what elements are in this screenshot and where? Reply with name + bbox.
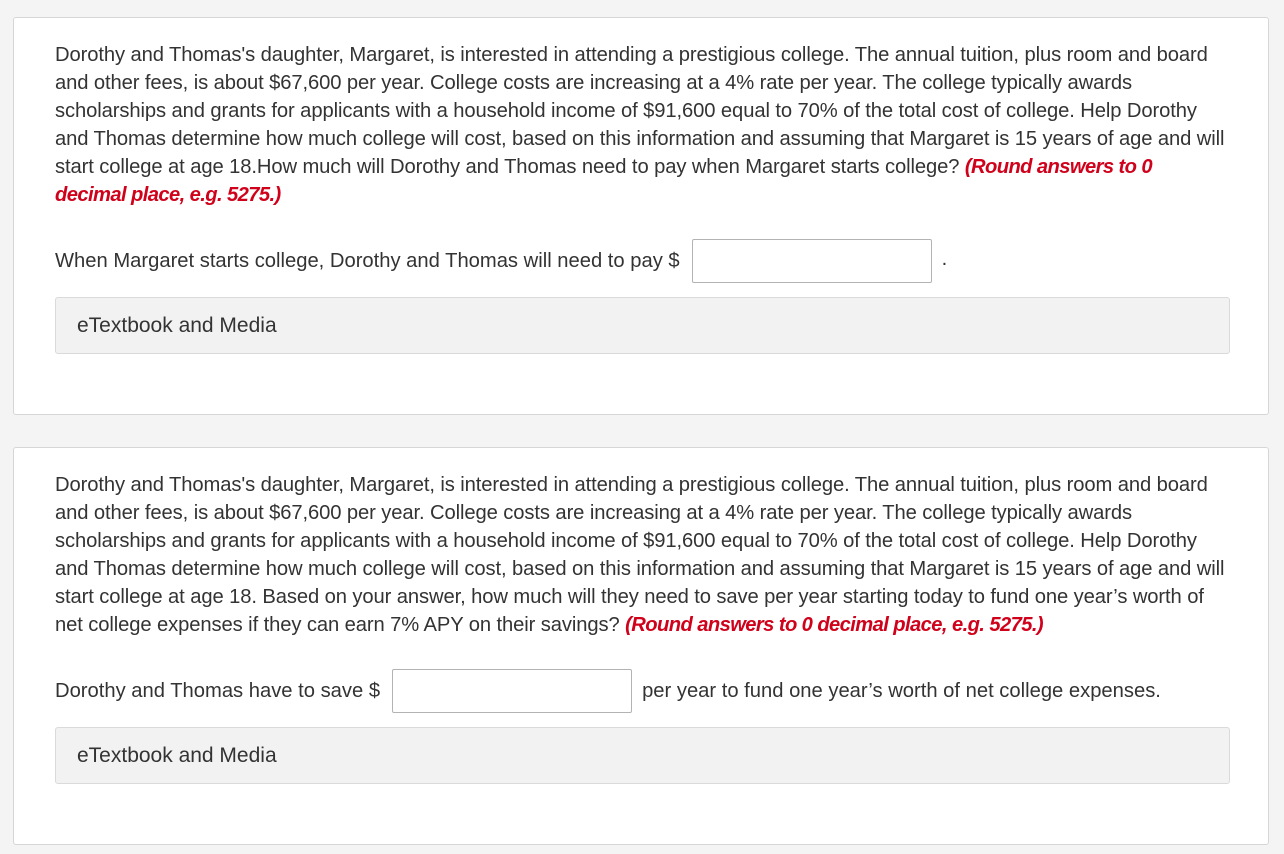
rounding-hint: (Round answers to 0 decimal place, e.g. 5275.) [55, 156, 1153, 206]
answer-row [55, 239, 947, 283]
etextbook-media-button[interactable]: eTextbook and Media [55, 297, 1230, 354]
answer-prefix-label: Dorothy and Thomas have to save $ [55, 680, 381, 702]
question-text [55, 471, 1227, 639]
answer-input[interactable] [692, 239, 932, 283]
question-card-2 [13, 447, 1269, 845]
question-text [55, 41, 1227, 209]
question-card-1 [13, 17, 1269, 415]
rounding-hint: (Round answers to 0 decimal place, e.g. 5275.) [625, 614, 1043, 636]
answer-suffix: . [941, 248, 948, 270]
etextbook-media-button[interactable]: eTextbook and Media [55, 727, 1230, 784]
answer-input[interactable] [392, 669, 632, 713]
question-body: Dorothy and Thomas's daughter, Margaret, is interested in attending a prestigious college. The annual tuition, plus room and board and other fees, is about $67,600 per year. College costs are increasing at a 4% rate per year. The college typically awards scholarships and grants for applicants with a household income of $91,600 equal to 70% of the total cost of college. Help Dorothy and Thomas determine how much college will cost, based on this information and assuming that Margaret is 15 years of age and will start college at age 18.How much will Dorothy and Thomas need to pay when Margaret starts college? [55, 44, 1225, 178]
answer-suffix: per year to fund one year’s worth of net college expenses. [642, 680, 1161, 702]
question-body: Dorothy and Thomas's daughter, Margaret, is interested in attending a prestigious college. The annual tuition, plus room and board and other fees, is about $67,600 per year. College costs are increasing at a 4% rate per year. The college typically awards scholarships and grants for applicants with a household income of $91,600 equal to 70% of the total cost of college. Help Dorothy and Thomas determine how much college will cost, based on this information and assuming that Margaret is 15 years of age and will start college at age 18. Based on your answer, how much will they need to save per year starting today to fund one year’s worth of net college expenses if they can earn 7% APY on their savings? [55, 474, 1225, 636]
answer-prefix-label: When Margaret starts college, Dorothy and Thomas will need to pay $ [55, 250, 680, 272]
answer-row [55, 669, 1161, 713]
